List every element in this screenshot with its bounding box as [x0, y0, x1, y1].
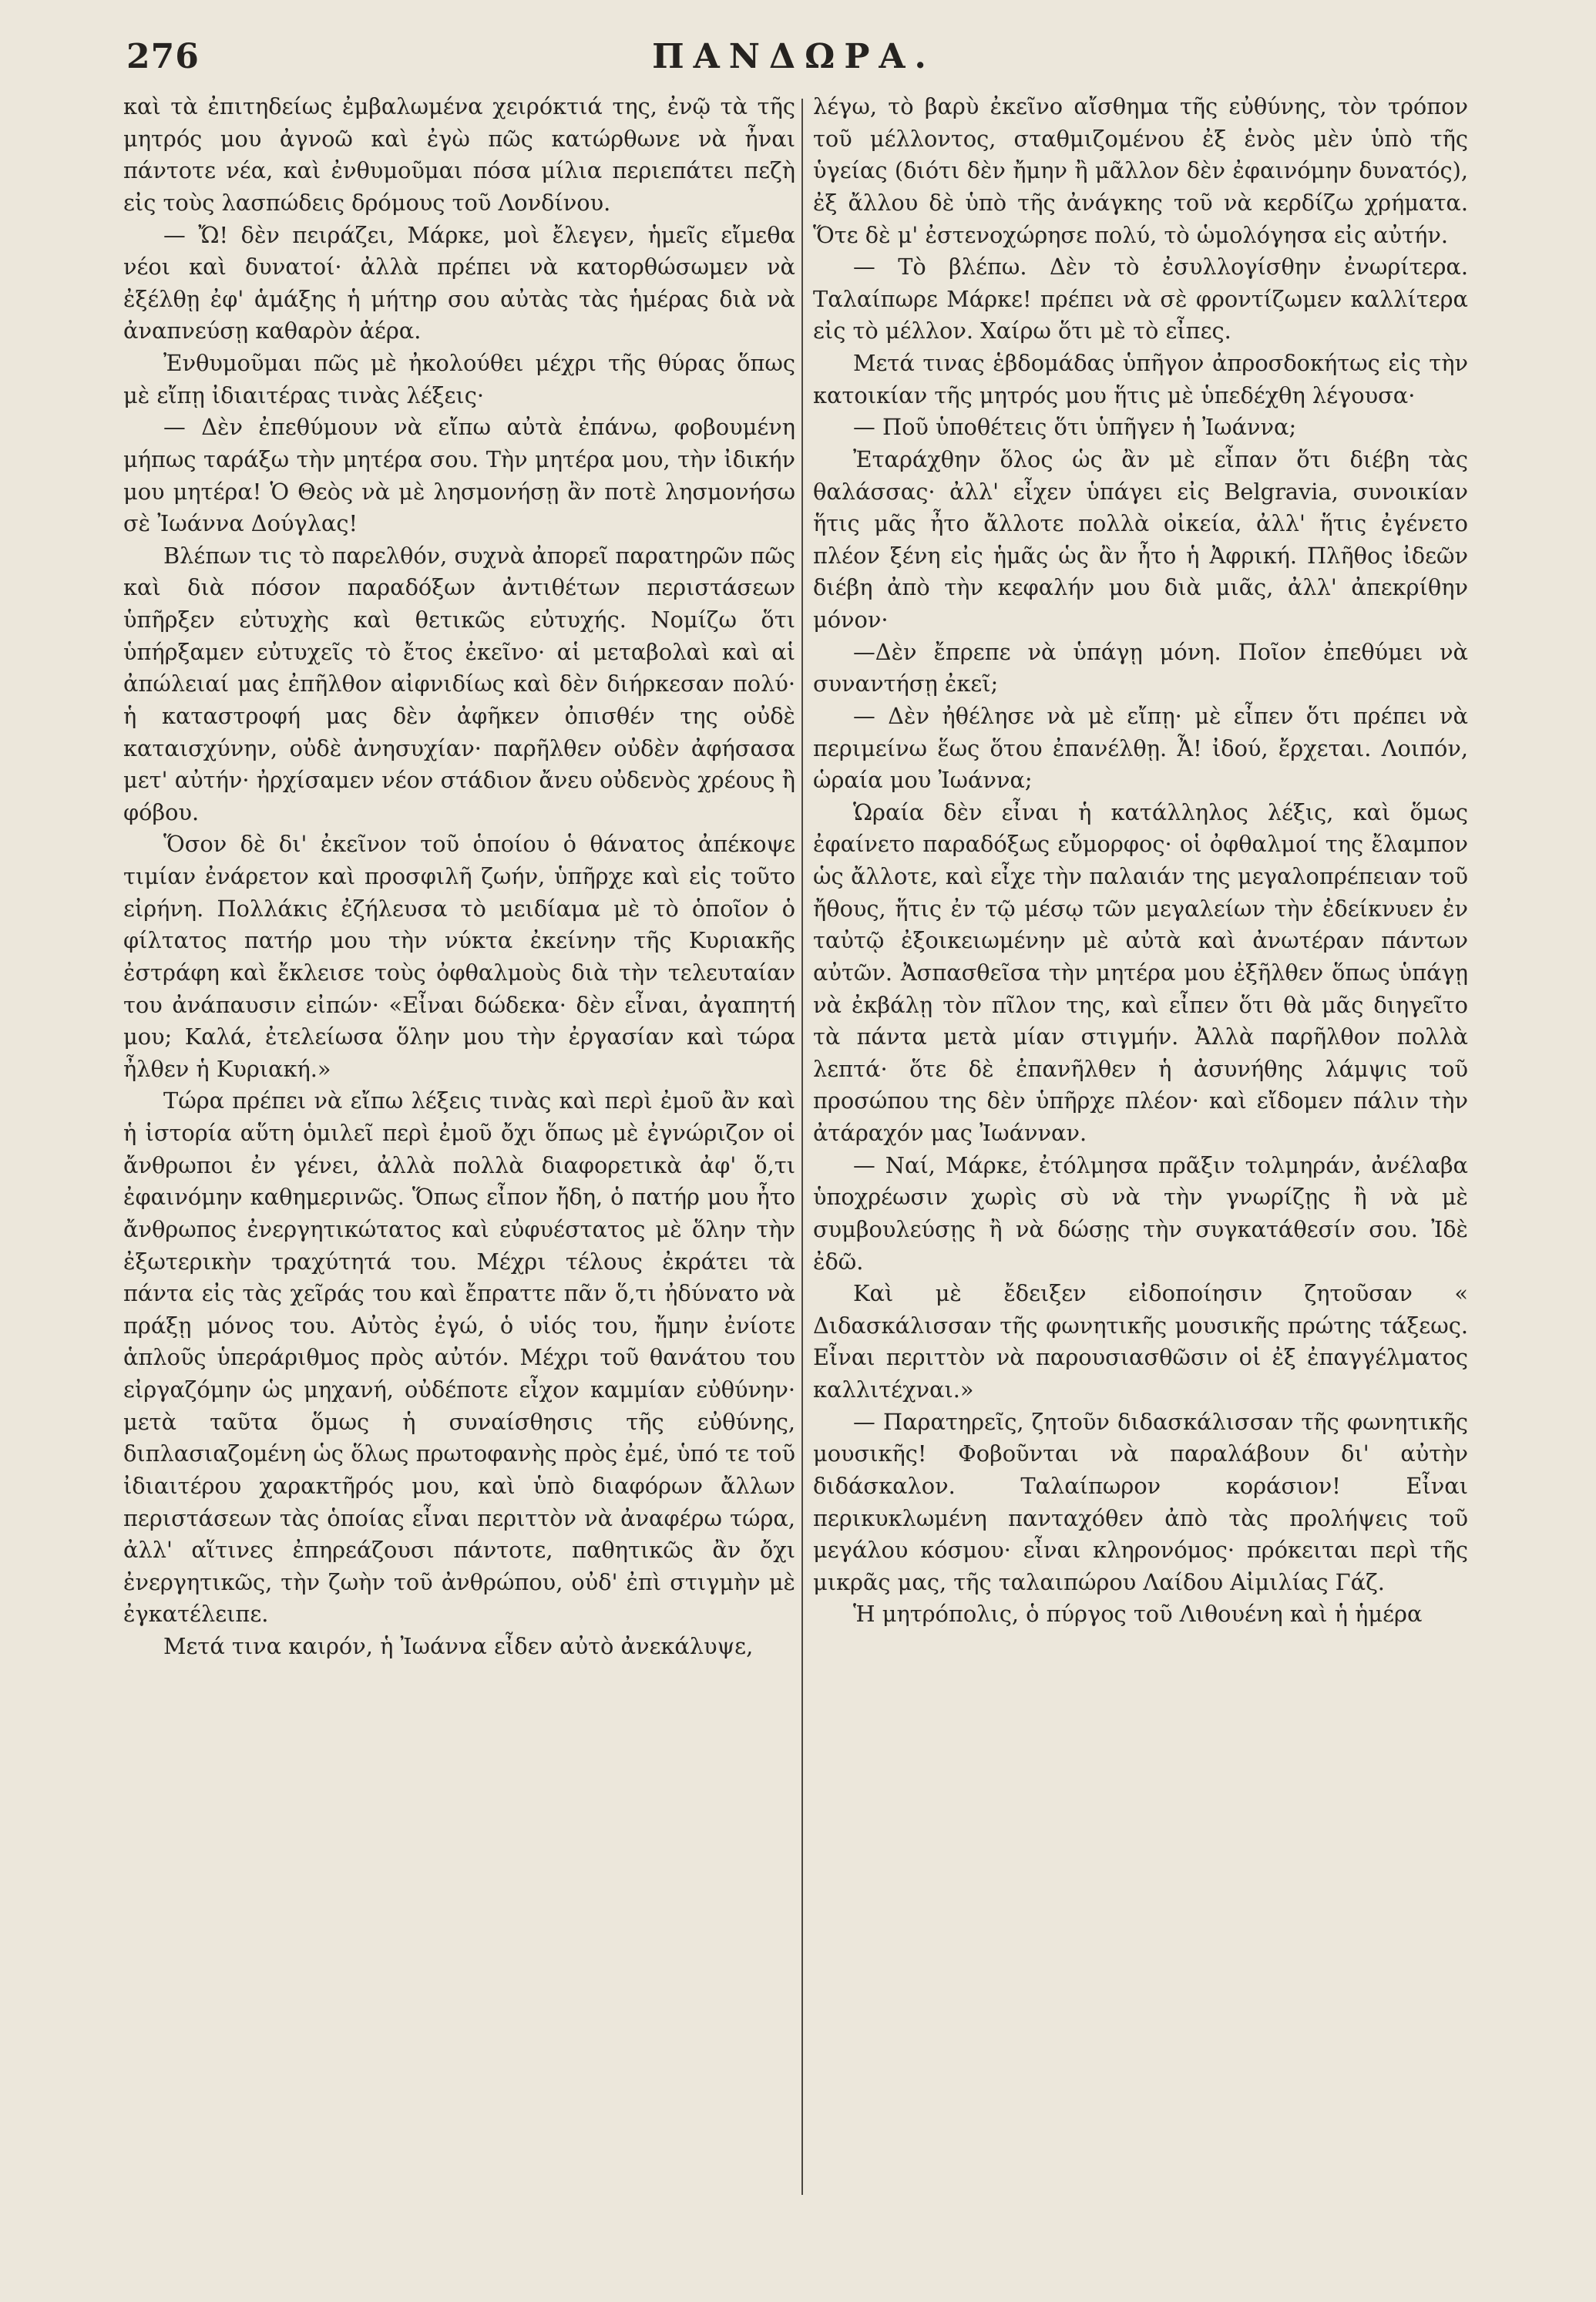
- paragraph: Τώρα πρέπει νὰ εἴπω λέξεις τινὰς καὶ περὶ ἐμοῦ ἂν καὶ ἡ ἱστορία αὕτη ὁμιλεῖ περὶ ἐμοῦ ὄχι ὅπως μὲ ἐγνώριζον οἱ ἄνθρωποι ἐν γένει, ἀλλὰ πολλὰ διαφορετικὰ ἀφ' ὅ,τι ἐφαινόμην καθημερινῶς. Ὅπως εἶπον ἤδη, ὁ πατήρ μου ἦτο ἄνθρωπος ἐνεργητικώτατος καὶ εὐφυέστατος μὲ ὅλην τὴν ἐξωτερικὴν τραχύτητά του. Μέχρι τέλους ἐκράτει τὰ πάντα εἰς τὰς χεῖράς του καὶ ἔπραττε πᾶν ὅ,τι ἠδύνατο νὰ πράξῃ μόνος του. Αὐτὸς ἐγώ, ὁ υἱός του, ἤμην ἐνίοτε ἁπλοῦς ὑπεράριθμος πρὸς αὐτόν. Μέχρι τοῦ θανάτου του εἰργαζόμην ὡς μηχανή, οὐδέποτε εἶχον καμμίαν εὐθύνην· μετὰ ταῦτα ὅμως ἡ συναίσθησις τῆς εὐθύνης, διπλασιαζομένη ὡς ὅλως πρωτοφανὴς πρὸς ἐμέ, ὑπό τε τοῦ ἰδιαιτέρου χαρακτῆρός μου, καὶ ὑπὸ διαφόρων ἄλλων περιστάσεων τὰς ὁποίας εἶναι περιττὸν νὰ ἀναφέρω τώρα, ἀλλ' αἵτινες ἐπηρεάζουσι πάντοτε, παθητικῶς ἂν ὄχι ἐνεργητικῶς, τὴν ζωὴν τοῦ ἀνθρώπου, οὐδ' ἐπὶ στιγμὴν μὲ ἐγκατέλειπε.: [123, 1087, 795, 1628]
- paragraph: Βλέπων τις τὸ παρελθόν, συχνὰ ἀπορεῖ παρατηρῶν πῶς καὶ διὰ πόσον παραδόξων ἀντιθέτων περιστάσεων ὑπῆρξεν εὐτυχὴς καὶ θετικῶς εὐτυχής. Νομίζω ὅτι ὑπήρξαμεν εὐτυχεῖς τὸ ἔτος ἐκεῖνο· αἱ μεταβολαὶ καὶ αἱ ἀπώλειαί μας ἐπῆλθον αἰφνιδίως καὶ δὲν διήρκεσαν πολύ· ἡ καταστροφή μας δὲν ἀφῆκεν ὀπισθέν της οὐδὲ καταισχύνην, οὐδὲ ἀνησυχίαν· παρῆλθεν οὐδὲν ἀφήσασα μετ' αὐτήν· ἠρχίσαμεν νέον στάδιον ἄνευ οὐδενὸς χρέους ἢ φόβου.: [123, 542, 795, 825]
- paragraph: — Ναί, Μάρκε, ἐτόλμησα πρᾶξιν τολμηράν, ἀνέλαβα ὑποχρέωσιν χωρὶς σὺ νὰ τὴν γνωρίζῃς ἢ νὰ μὲ συμβουλεύσῃς ἢ νὰ δώσῃς τὴν συγκατάθεσίν σου. Ἰδὲ ἐδῶ.: [813, 1151, 1468, 1275]
- page-number: 276: [126, 37, 200, 76]
- paragraph: — Ὤ! δὲν πειράζει, Μάρκε, μοὶ ἔλεγεν, ἡμεῖς εἴμεθα νέοι καὶ δυνατοί· ἀλλὰ πρέπει νὰ κατορθώσωμεν νὰ ἐξέλθῃ ἐφ' ἁμάξης ἡ μήτηρ σου αὐτὰς τὰς ἡμέρας διὰ νὰ ἀναπνεύσῃ καθαρὸν ἀέρα.: [123, 221, 795, 344]
- paragraph: — Δὲν ἐπεθύμουν νὰ εἴπω αὐτὰ ἐπάνω, φοβουμένη μήπως ταράξω τὴν μητέρα σου. Τὴν μητέρα μου, τὴν ἰδικήν μου μητέρα! Ὁ Θεὸς νὰ μὲ λησμονήσῃ ἂν ποτὲ λησμονήσω σὲ Ἰωάννα Δούγλας!: [123, 414, 795, 537]
- paragraph: — Τὸ βλέπω. Δὲν τὸ ἐσυλλογίσθην ἐνωρίτερα. Ταλαίπωρε Μάρκε! πρέπει νὰ σὲ φροντίζωμεν καλλίτερα εἰς τὸ μέλλον. Χαίρω ὅτι μὲ τὸ εἶπες.: [813, 254, 1468, 344]
- running-title: ΠΑΝΔΩΡΑ.: [652, 37, 936, 76]
- left-column: [123, 91, 795, 2280]
- paragraph: Μετά τινα καιρόν, ἡ Ἰωάννα εἶδεν αὐτὸ ἀνεκάλυψε,: [163, 1633, 754, 1659]
- paragraph: Ἐταράχθην ὅλος ὡς ἂν μὲ εἶπαν ὅτι διέβη τὰς θαλάσσας· ἀλλ' εἶχεν ὑπάγει εἰς Belgravia, συνοικίαν ἥτις μᾶς ἦτο ἄλλοτε πολλὰ οἰκεία, ἀλλ' ἥτις ἐγένετο πλέον ξένη εἰς ἡμᾶς ὡς ἂν ἦτο ἡ Ἀφρική. Πλῆθος ἰδεῶν διέβη ἀπὸ τὴν κεφαλήν μου διὰ μιᾶς, ἀλλ' ἀπεκρίθην μόνον·: [813, 445, 1468, 633]
- paragraph: Ἡ μητρόπολις, ὁ πύργος τοῦ Λιθουένη καὶ ἡ ἡμέρα: [853, 1601, 1423, 1628]
- column-divider: [801, 99, 803, 2195]
- right-column: [813, 91, 1468, 2280]
- paragraph: Ὡραία δὲν εἶναι ἡ κατάλληλος λέξις, καὶ ὅμως ἐφαίνετο παραδόξως εὔμορφος· οἱ ὀφθαλμοί της ἔλαμπον ὡς ἄλλοτε, καὶ εἶχε τὴν παλαιάν της μεγαλοπρέπειαν τοῦ ἤθους, ἥτις ἐν τῷ μέσῳ τῶν μεγαλείων τὴν ἐδείκνυεν ἐν ταὐτῷ ἐξοικειωμένην μὲ αὐτὰ καὶ ἀνωτέραν πάντων αὐτῶν. Ἀσπασθεῖσα τὴν μητέρα μου ἐξῆλθεν ὅπως ὑπάγῃ νὰ ἐκβάλῃ τὸν πῖλον της, καὶ εἶπεν ὅτι θὰ μᾶς διηγεῖτο τὰ πάντα μετὰ μίαν στιγμήν. Ἀλλὰ παρῆλθον πολλὰ λεπτά· ὅτε δὲ ἐπανῆλθεν ἡ ἀσυνήθης λάμψις τοῦ προσώπου της δὲν ὑπῆρχε πλέον· καὶ εἴδομεν πάλιν τὴν ἀτάραχόν μας Ἰωάνναν.: [813, 798, 1468, 1146]
- page-header: [116, 29, 1472, 83]
- paragraph: Μετά τινας ἑβδομάδας ὑπῆγον ἀπροσδοκήτως εἰς τὴν κατοικίαν τῆς μητρός μου ἥτις μὲ ὑπεδέχθη λέγουσα·: [813, 350, 1468, 408]
- paragraph: Ἐνθυμοῦμαι πῶς μὲ ἠκολούθει μέχρι τῆς θύρας ὅπως μὲ εἴπῃ ἰδιαιτέρας τινὰς λέξεις·: [123, 350, 795, 408]
- paragraph: — Ποῦ ὑποθέτεις ὅτι ὑπῆγεν ἡ Ἰωάννα;: [853, 414, 1297, 441]
- paragraph: Καὶ μὲ ἔδειξεν εἰδοποίησιν ζητοῦσαν « Διδασκάλισσαν τῆς φωνητικῆς μουσικῆς πρώτης τάξεως. Εἶναι περιττὸν νὰ παρουσιασθῶσιν οἱ ἐξ ἐπαγγέλματος καλλιτέχναι.»: [813, 1280, 1468, 1403]
- paragraph: —Δὲν ἔπρεπε νὰ ὑπάγῃ μόνη. Ποῖον ἐπεθύμει νὰ συναντήσῃ ἐκεῖ;: [813, 638, 1468, 697]
- paragraph: καὶ τὰ ἐπιτηδείως ἐμβαλωμένα χειρόκτιά της, ἐνῷ τὰ τῆς μητρός μου ἀγνοῶ καὶ ἐγὼ πῶς κατώρθωνε νὰ ἦναι πάντοτε νέα, καὶ ἐνθυμοῦμαι πόσα μίλια περιεπάτει πεζὴ εἰς τοὺς λασπώδεις δρόμους τοῦ Λονδίνου.: [123, 93, 795, 216]
- paragraph: λέγω, τὸ βαρὺ ἐκεῖνο αἴσθημα τῆς εὐθύνης, τὸν τρόπον τοῦ μέλλοντος, σταθμιζομένου ἐξ ἑνὸς μὲν ὑπὸ τῆς ὑγείας (διότι δὲν ἤμην ἢ μᾶλλον δὲν ἐφαινόμην δυνατός), ἐξ ἄλλου δὲ ὑπὸ τῆς ἀνάγκης τοῦ νὰ κερδίζω χρήματα. Ὅτε δὲ μ' ἐστενοχώρησε πολύ, τὸ ὡμολόγησα εἰς αὐτήν.: [813, 93, 1468, 248]
- paragraph: Ὅσον δὲ δι' ἐκεῖνον τοῦ ὁποίου ὁ θάνατος ἀπέκοψε τιμίαν ἐνάρετον καὶ προσφιλῆ ζωήν, ὑπῆρχε καὶ εἰς τοῦτο εἰρήνη. Πολλάκις ἐζήλευσα τὸ μειδίαμα μὲ τὸ ὁποῖον ὁ φίλτατος πατήρ μου τὴν νύκτα ἐκείνην τῆς Κυριακῆς ἐστράφη καὶ ἔκλεισε τοὺς ὀφθαλμοὺς διὰ τὴν τελευταίαν του ἀνάπαυσιν εἰπών· «Εἶναι δώδεκα· δὲν εἶναι, ἀγαπητή μου; Καλά, ἐτελείωσα ὅλην μου τὴν ἐργασίαν καὶ τώρα ἦλθεν ἡ Κυριακή.»: [123, 831, 795, 1082]
- paragraph: — Παρατηρεῖς, ζητοῦν διδασκάλισσαν τῆς φωνητικῆς μουσικῆς! Φοβοῦνται νὰ παραλάβουν δι' αὐτὴν διδάσκαλον. Ταλαίπωρον κοράσιον! Εἶναι περικυκλωμένη πανταχόθεν ἀπὸ τὰς προλήψεις τοῦ μεγάλου κόσμου· εἶναι κληρονόμος· πρόκειται περὶ τῆς μικρᾶς μας, τῆς ταλαιπώρου Λαίδου Αἰμιλίας Γάζ.: [813, 1408, 1468, 1595]
- paragraph: — Δὲν ἠθέλησε νὰ μὲ εἴπῃ· μὲ εἶπεν ὅτι πρέπει νὰ περιμείνω ἕως ὅτου ἐπανέλθῃ. Ἆ! ἰδού, ἔρχεται. Λοιπόν, ὡραία μου Ἰωάννα;: [813, 702, 1468, 794]
